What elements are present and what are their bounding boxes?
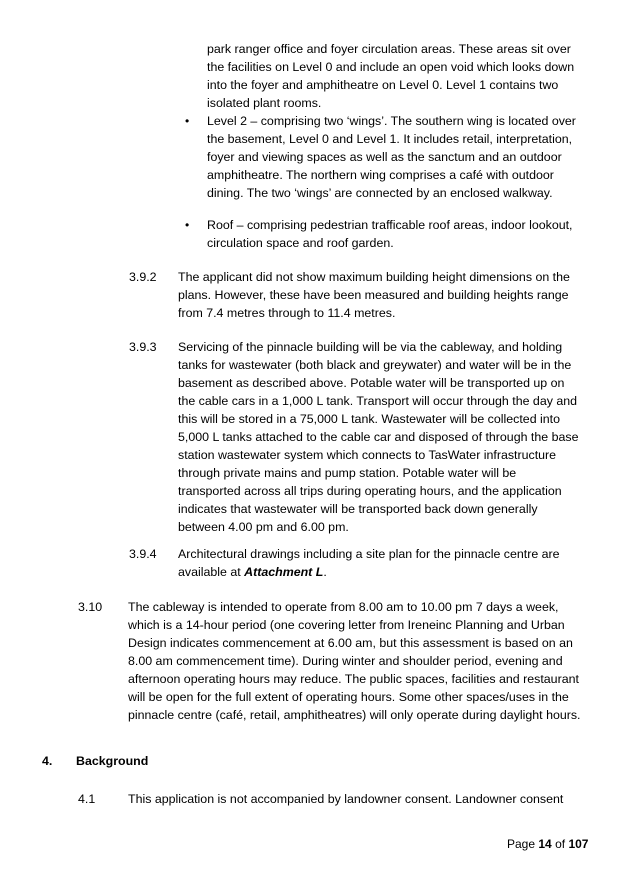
heading-title: Background	[76, 754, 149, 768]
section-paragraph: This application is not accompanied by landowner consent. Landowner consent	[128, 792, 564, 806]
section-number: 3.9.4	[129, 547, 157, 561]
attachment-reference: Attachment L	[244, 565, 324, 579]
continued-paragraph: park ranger office and foyer circulation areas. These areas sit over the facilities on Level 0 and include an open void which looks down into the foyer and amphitheatre on Level 0. Level 1 contains two isolated plant rooms.	[207, 42, 575, 110]
bullet-marker: •	[185, 114, 190, 128]
section-paragraph: Servicing of the pinnacle building will be via the cableway, and holding tanks for wastewater (both black and greywater) and water will be in the basement as described above. Potable water will be transported up on the cable cars in a 1,000 L tank. Transport will occur through the day and this will be stored in a 75,000 L tank. Wastewater will be collected into 5,000 L tanks attached to the cable car and disposed of through the base station wastewater system which connects to TasWater infrastructure through private mains and pump station. Potable water will be transported across all trips during operating hours, and the application indicates that wastewater will be transported back down generally between 4.00 pm and 6.00 pm.	[178, 340, 579, 534]
heading-number: 4.	[42, 754, 53, 768]
section-number: 3.9.3	[129, 340, 157, 354]
footer-prefix: Page	[507, 837, 536, 851]
section-number: 3.9.2	[129, 270, 157, 284]
section-number: 3.10	[78, 600, 103, 614]
total-pages: 107	[568, 837, 589, 851]
section-paragraph: Architectural drawings including a site plan for the pinnacle centre are available at Attachment L.	[178, 547, 560, 579]
bullet-item: Level 2 – comprising two ‘wings’. The southern wing is located over the basement, Level 0 and Level 1. It includes retail, interpretation, foyer and viewing spaces as well as the sanctum and an outdoor amphitheatre. The northern wing comprises a café with outdoor dining. The two ‘wings’ are connected by an enclosed walkway.	[207, 114, 576, 200]
bullet-marker: •	[185, 218, 190, 232]
section-paragraph: The applicant did not show maximum building height dimensions on the plans. However, these have been measured and building heights range from 7.4 metres through to 11.4 metres.	[178, 270, 570, 320]
section-paragraph: The cableway is intended to operate from 8.00 am to 10.00 pm 7 days a week, which is a 14-hour period (one covering letter from Ireneinc Planning and Urban Design indicates commencement at 6.00 am, but this assessment is based on an 8.00 am commencement time). During winter and shoulder period, evening and afternoon operating hours may reduce. The public spaces, facilities and restaurant will be open for the full extent of operating hours. Some other spaces/uses in the pinnacle centre (café, retail, amphitheatres) will only operate during daylight hours.	[128, 600, 581, 722]
bullet-item: Roof – comprising pedestrian trafficable roof areas, indoor lookout, circulation space and roof garden.	[207, 218, 573, 250]
page-footer	[507, 835, 588, 853]
footer-separator: of	[555, 837, 566, 851]
current-page: 14	[538, 837, 552, 851]
section-number: 4.1	[78, 792, 96, 806]
